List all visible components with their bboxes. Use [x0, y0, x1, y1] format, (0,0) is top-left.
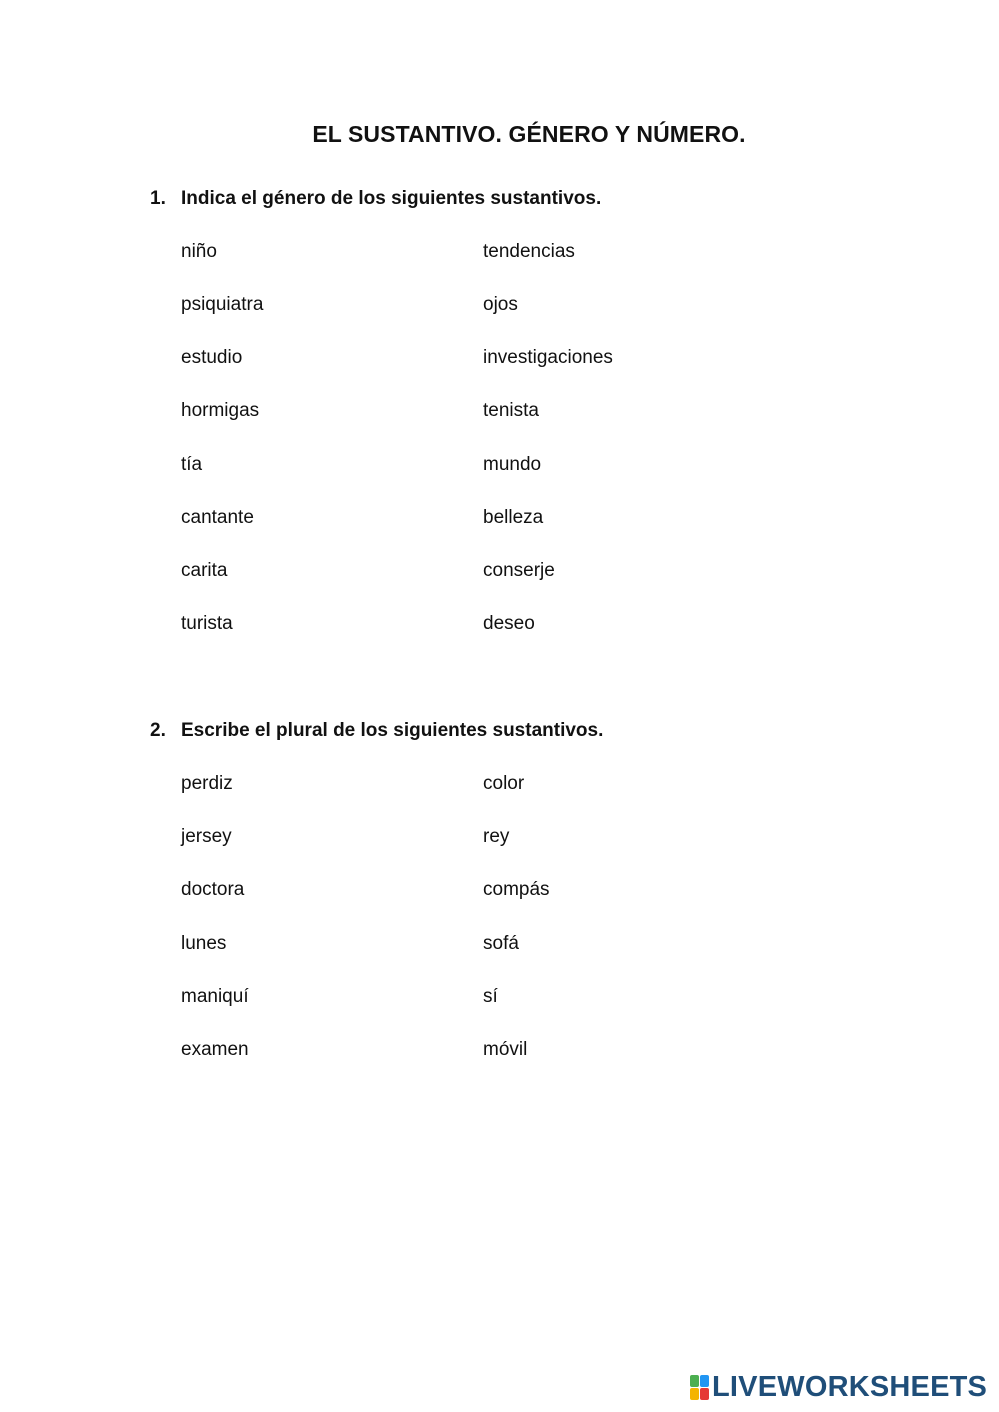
word-item: cantante: [181, 507, 254, 528]
word-item: rey: [483, 826, 510, 847]
logo-text: LIVEWORKSHEETS: [712, 1370, 988, 1403]
word-item: doctora: [181, 879, 245, 900]
word-item: deseo: [483, 613, 535, 634]
word-item: sofá: [483, 933, 519, 954]
question-1-instruction: Indica el género de los siguientes sustantivos.: [181, 188, 602, 209]
word-item: tía: [181, 454, 203, 475]
word-item: conserje: [483, 560, 555, 581]
word-item: belleza: [483, 507, 544, 528]
word-item: carita: [181, 560, 228, 581]
word-item: sí: [483, 986, 498, 1007]
word-item: ojos: [483, 294, 518, 315]
word-item: compás: [483, 879, 550, 900]
word-item: mundo: [483, 454, 542, 475]
question-2-instruction: Escribe el plural de los siguientes sustantivos.: [181, 720, 604, 741]
word-item: psiquiatra: [181, 294, 264, 315]
word-item: investigaciones: [483, 347, 613, 368]
word-item: tendencias: [483, 241, 575, 262]
page-title: EL SUSTANTIVO. GÉNERO Y NÚMERO.: [312, 121, 746, 147]
word-item: móvil: [483, 1039, 528, 1060]
question-1-number: 1.: [150, 188, 166, 209]
question-1: [150, 188, 601, 210]
word-item: tenista: [483, 400, 539, 421]
question-2-number: 2.: [150, 720, 166, 741]
word-item: estudio: [181, 347, 243, 368]
word-item: jersey: [181, 826, 232, 847]
liveworksheets-logo-icon: [690, 1374, 710, 1400]
word-item: hormigas: [181, 400, 260, 421]
liveworksheets-logo: [690, 1372, 987, 1402]
word-item: perdiz: [181, 773, 233, 794]
question-2: [150, 720, 603, 742]
word-item: maniquí: [181, 986, 249, 1007]
word-item: lunes: [181, 933, 227, 954]
word-item: examen: [181, 1039, 249, 1060]
word-item: color: [483, 773, 525, 794]
word-item: niño: [181, 241, 217, 262]
word-item: turista: [181, 613, 233, 634]
